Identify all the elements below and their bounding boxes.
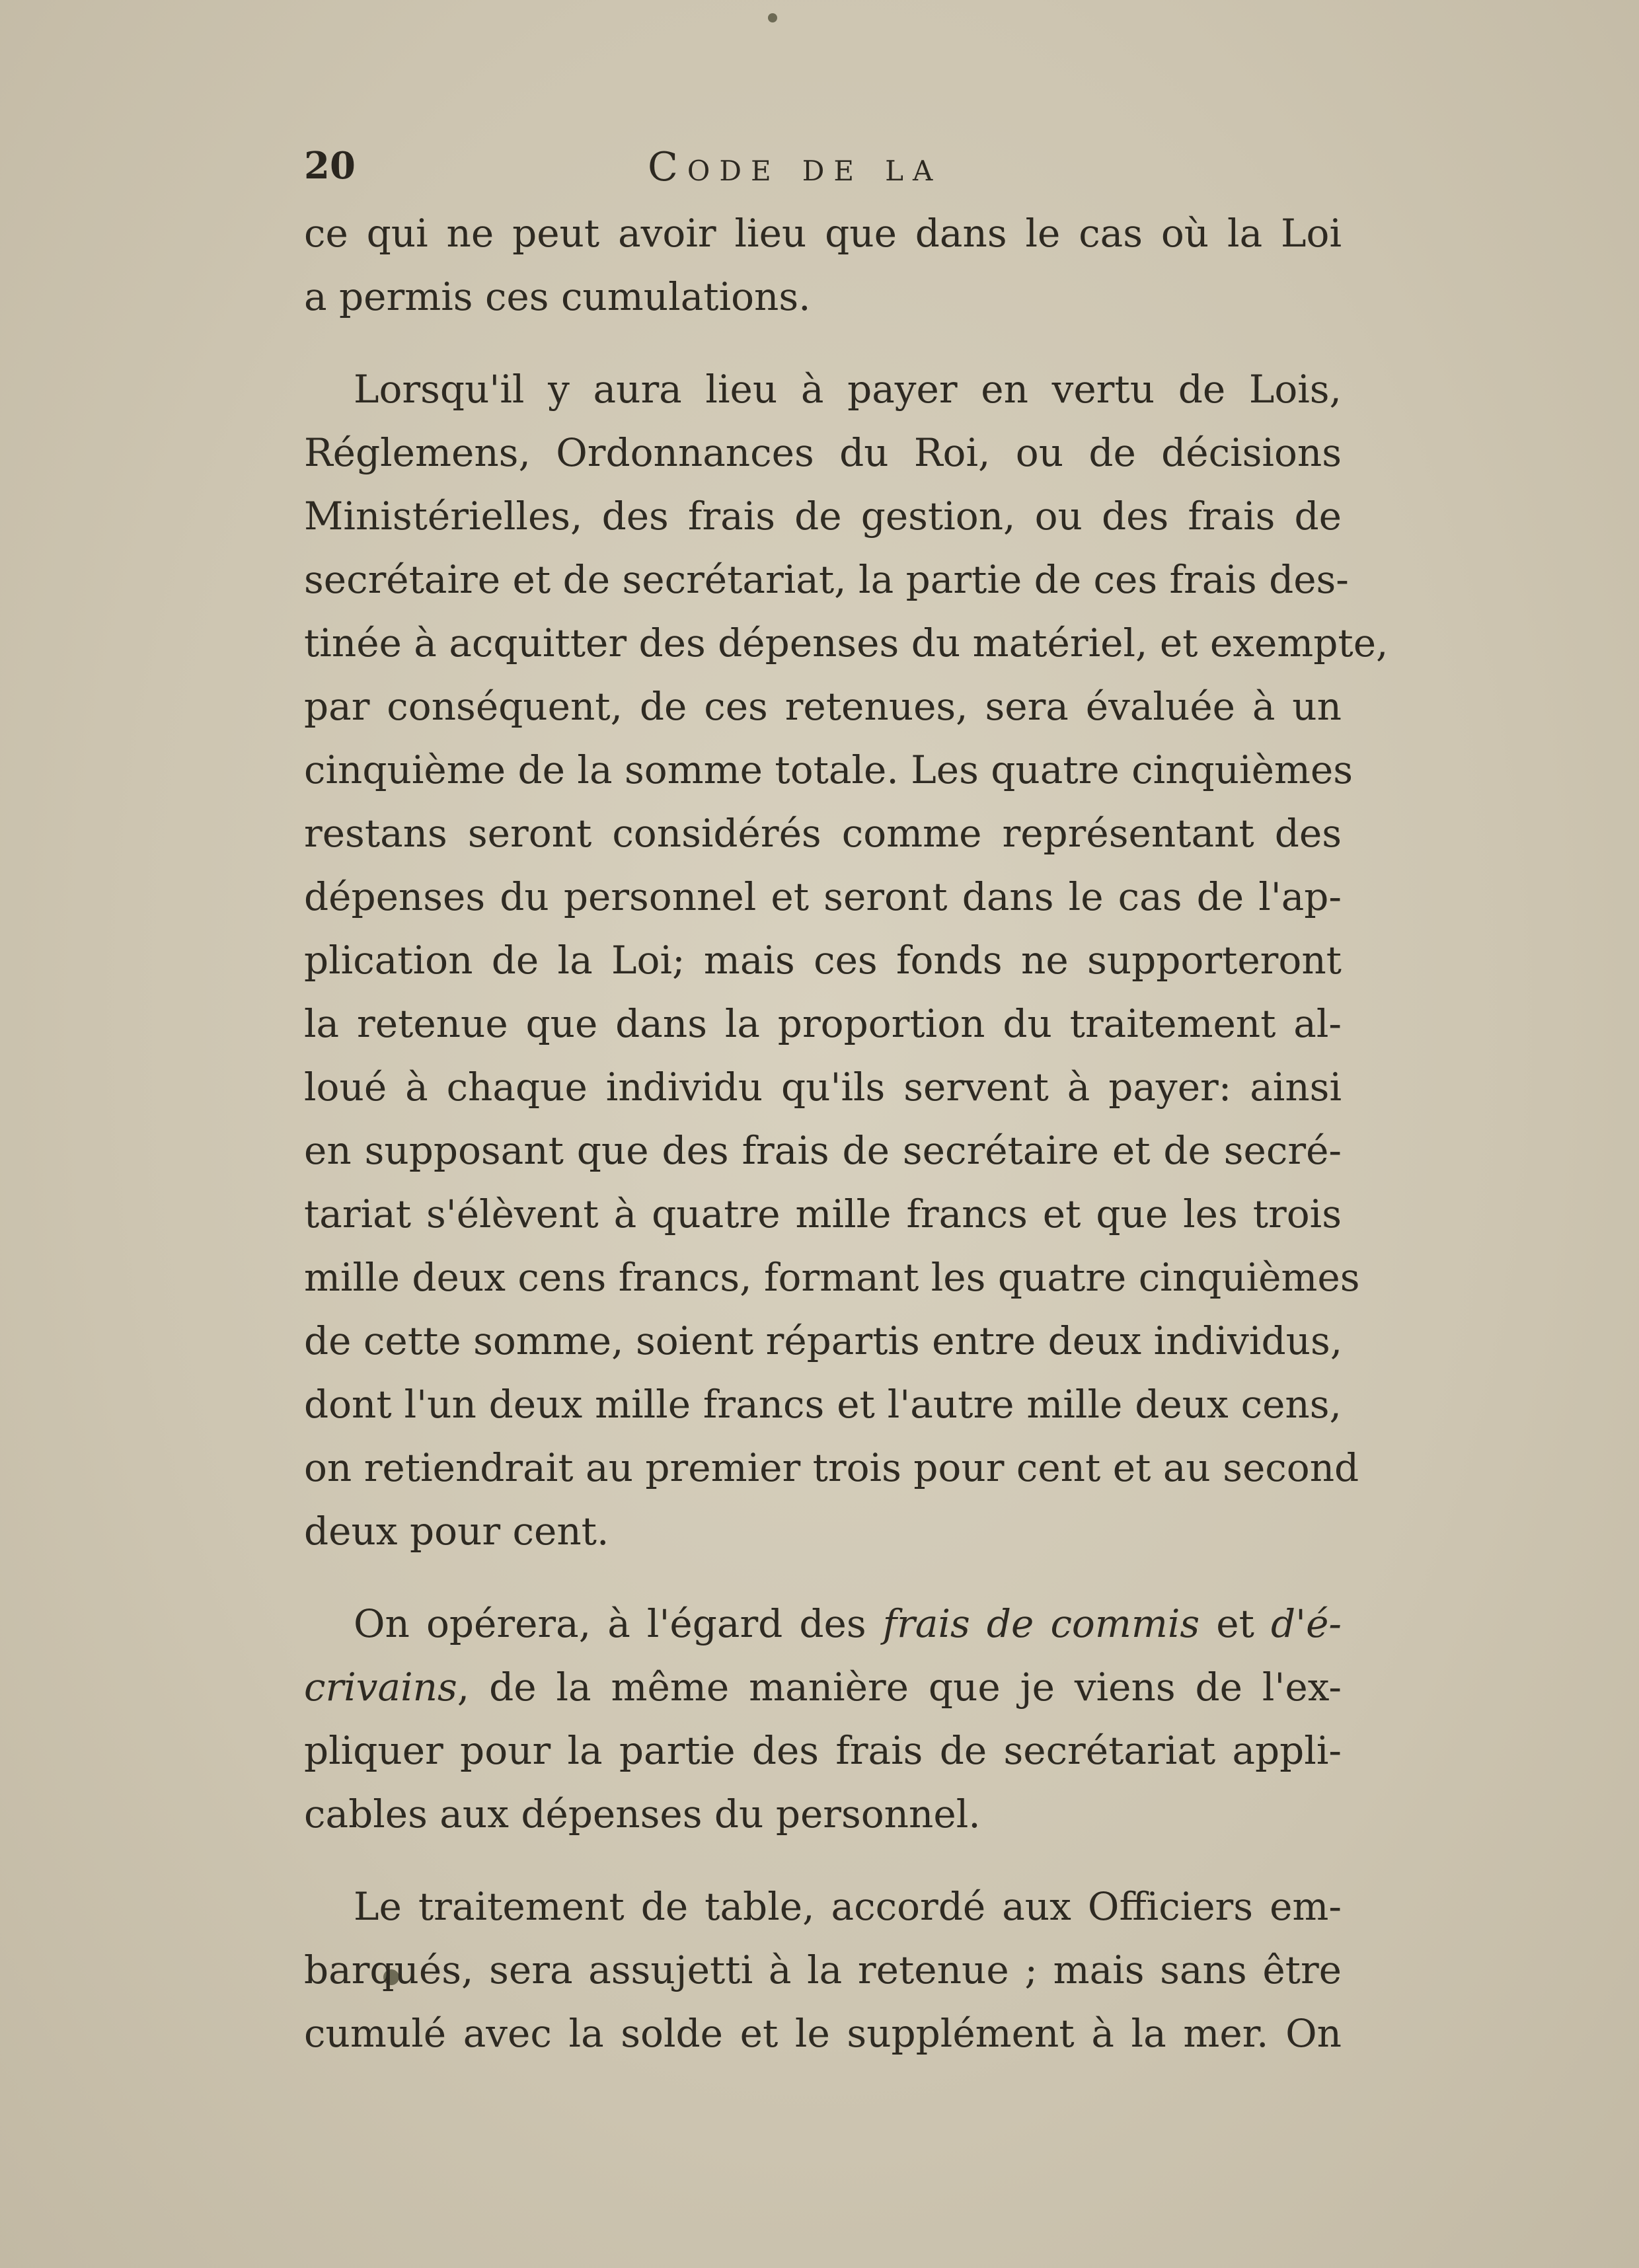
text-line: Lorsqu'il y aura lieu à payer en vertu de Lois,: [354, 367, 1342, 412]
text-line: dépenses du personnel et seront dans le cas de l'ap-: [304, 874, 1342, 919]
body-text: [304, 202, 1389, 2094]
paragraph-3: [304, 1592, 1342, 1846]
text-run: et: [1200, 1601, 1271, 1646]
text-run: On opérera, à l'égard des: [354, 1601, 883, 1646]
text-line: deux pour cent.: [304, 1509, 609, 1554]
text-line: par conséquent, de ces retenues, sera évaluée à un: [304, 684, 1342, 729]
italic-term: d'é-: [1271, 1601, 1342, 1646]
text-line: la retenue que dans la proportion du traitement al-: [304, 1001, 1342, 1046]
text-line: restans seront considérés comme représentant des: [304, 811, 1342, 856]
ink-speck-top: [768, 13, 777, 22]
paragraph-4: [304, 1875, 1342, 2065]
running-title: Code de la: [648, 144, 942, 190]
text-line: plication de la Loi; mais ces fonds ne supporteront: [304, 938, 1342, 983]
text-line: [304, 1655, 1342, 1719]
text-line: Ministérielles, des frais de gestion, ou des frais de: [304, 494, 1342, 539]
text-line: mille deux cens francs, formant les quatre cinquièmes: [304, 1255, 1360, 1300]
text-line: cinquième de la somme totale. Les quatre cinquièmes: [304, 747, 1353, 792]
text-line: on retiendrait au premier trois pour cent et au second: [304, 1445, 1359, 1490]
text-line: loué à chaque individu qu'ils servent à payer: ainsi: [304, 1065, 1342, 1110]
page-number: 20: [304, 144, 356, 188]
paragraph-2: [304, 358, 1389, 1563]
text-line: Le traitement de table, accordé aux Officiers em-: [354, 1884, 1342, 1929]
text-run: , de la même manière que je viens de l'ex-: [457, 1665, 1342, 1710]
text-line: barqués, sera assujetti à la retenue ; mais sans être: [304, 1947, 1342, 1992]
italic-term: crivains: [304, 1665, 457, 1710]
text-line: pliquer pour la partie des frais de secrétariat appli-: [304, 1728, 1342, 1773]
paragraph-1: [304, 202, 1342, 328]
text-line: tinée à acquitter des dépenses du matériel, et exempte,: [304, 621, 1389, 665]
text-line: cables aux dépenses du personnel.: [304, 1792, 981, 1836]
text-line: secrétaire et de secrétariat, la partie de ces frais des-: [304, 557, 1349, 602]
text-line: tariat s'élèvent à quatre mille francs et que les trois: [304, 1191, 1342, 1236]
text-line: Réglemens, Ordonnances du Roi, ou de décisions: [304, 430, 1342, 475]
text-line: dont l'un deux mille francs et l'autre mille deux cens,: [304, 1382, 1342, 1427]
text-line: de cette somme, soient répartis entre deux individus,: [304, 1318, 1343, 1363]
text-line: en supposant que des frais de secrétaire et de secré-: [304, 1128, 1342, 1173]
text-line: ce qui ne peut avoir lieu que dans le cas où la Loi: [304, 211, 1342, 256]
text-line: [304, 1592, 1342, 1655]
page-header: [304, 144, 1348, 190]
italic-term: frais de commis: [882, 1601, 1200, 1646]
text-line: a permis ces cumulations.: [304, 274, 811, 319]
text-line: cumulé avec la solde et le supplément à la mer. On: [304, 2011, 1342, 2056]
